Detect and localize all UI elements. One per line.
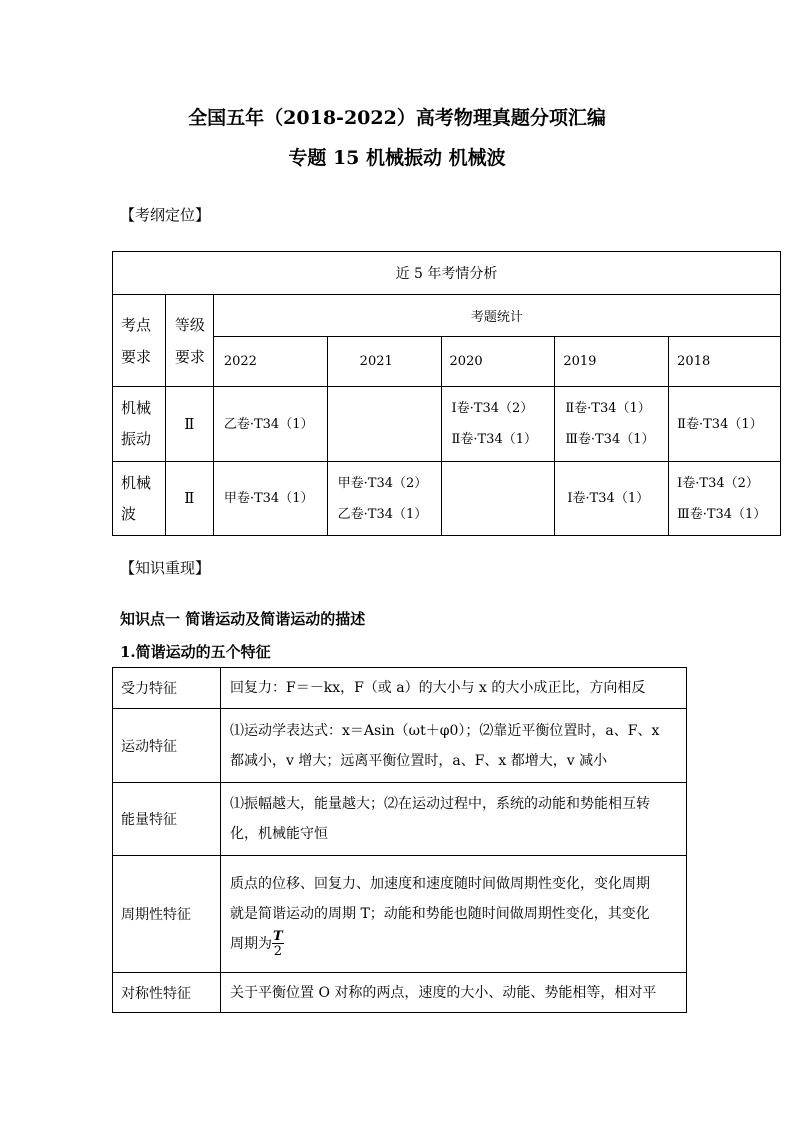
document-title: 全国五年（2018-2022）高考物理真题分项汇编 <box>188 107 606 129</box>
fraction-denominator: 2 <box>273 944 282 959</box>
exam-entry: Ⅲ卷·T34（1） <box>565 432 655 447</box>
year-header: 2020 <box>441 337 555 387</box>
exam-entry: Ⅰ卷·T34（1） <box>567 491 650 506</box>
exam-entry: Ⅰ卷·T34（2） <box>451 401 534 416</box>
feature-name: 对称性特征 <box>113 973 221 1013</box>
knowledge-point-heading: 知识点一 简谐运动及简谐运动的描述 <box>120 610 366 628</box>
table-row <box>113 387 781 462</box>
feature-desc <box>221 973 687 1013</box>
table-row <box>113 668 687 709</box>
table-title: 近 5 年考情分析 <box>113 252 781 295</box>
topic-cell <box>113 462 166 536</box>
feature-line: 质点的位移、回复力、加速度和速度随时间做周期性变化，变化周期 <box>230 876 650 892</box>
exam-entry: 乙卷·T34（1） <box>337 506 428 522</box>
exam-cell <box>555 462 669 536</box>
features-table <box>112 667 687 1013</box>
header-kaodian-line: 要求 <box>121 347 152 366</box>
exam-cell <box>327 387 441 462</box>
section-heading-gangling: 【考纲定位】 <box>120 206 211 224</box>
topic-line: 机械 <box>121 399 152 417</box>
level-cell: Ⅱ <box>165 462 213 536</box>
exam-cell <box>327 462 441 536</box>
feature-desc <box>221 709 687 783</box>
exam-analysis-table <box>112 251 781 536</box>
feature-line: 关于平衡位置 O 对称的两点，速度的大小、动能、势能相等，相对平 <box>230 984 657 1001</box>
header-stat: 考题统计 <box>213 295 780 337</box>
exam-entry: Ⅱ卷·T34（1） <box>565 401 651 416</box>
feature-name: 运动特征 <box>113 709 221 783</box>
header-dengji-line: 等级 <box>174 315 205 334</box>
exam-cell <box>441 462 555 536</box>
fraction-numerator: T <box>273 929 283 944</box>
exam-cell <box>669 387 781 462</box>
feature-line-text: 周期为 <box>230 936 272 952</box>
year-header: 2021 <box>327 337 441 387</box>
exam-entry: 甲卷·T34（2） <box>337 475 428 491</box>
feature-name: 受力特征 <box>113 668 221 709</box>
feature-line <box>230 929 676 959</box>
topic-line: 机械 <box>121 473 152 492</box>
exam-cell <box>669 462 781 536</box>
level-cell: Ⅱ <box>165 387 213 462</box>
topic-line: 波 <box>121 504 137 523</box>
feature-line: 就是简谐运动的周期 T；动能和势能也随时间做周期性变化，其变化 <box>230 906 650 922</box>
year-header: 2019 <box>555 337 669 387</box>
exam-cell <box>441 387 555 462</box>
header-dengji <box>165 295 213 387</box>
header-dengji-line: 要求 <box>174 347 205 366</box>
document-subtitle: 专题 15 机械振动 机械波 <box>288 147 506 169</box>
table-row <box>113 709 687 783</box>
table-row <box>113 462 781 536</box>
feature-line: 回复力：F＝－kx，F（或 a）的大小与 x 的大小成正比，方向相反 <box>230 680 646 696</box>
exam-cell <box>555 387 669 462</box>
feature-desc <box>221 856 687 973</box>
topic-cell <box>113 387 166 462</box>
table-row <box>113 783 687 856</box>
exam-entry: Ⅲ卷·T34（1） <box>677 506 767 522</box>
header-kaodian <box>113 295 166 387</box>
table-row <box>113 973 687 1013</box>
feature-line: 都减小，v 增大；远离平衡位置时，a、F、x 都增大，v 减小 <box>230 752 608 769</box>
year-header: 2018 <box>669 337 781 387</box>
year-header: 2022 <box>213 337 327 387</box>
feature-desc <box>221 783 687 856</box>
fraction-T-over-2 <box>272 930 284 958</box>
exam-entry: 乙卷·T34（1） <box>223 416 314 432</box>
topic-line: 振动 <box>121 430 152 448</box>
feature-desc <box>221 668 687 709</box>
feature-name: 能量特征 <box>113 783 221 856</box>
subsection-heading: 1.简谐运动的五个特征 <box>120 643 271 661</box>
header-kaodian-line: 考点 <box>121 315 152 334</box>
feature-line: ⑴运动学表达式：x＝Asin（ωt＋φ0）；⑵靠近平衡位置时，a、F、x <box>230 722 660 739</box>
exam-cell <box>213 387 327 462</box>
feature-line: 化，机械能守恒 <box>230 826 328 842</box>
exam-entry: Ⅰ卷·T34（2） <box>677 475 759 491</box>
feature-line: ⑴振幅越大，能量越大；⑵在运动过程中，系统的动能和势能相互转 <box>230 796 650 812</box>
table-row <box>113 856 687 973</box>
exam-entry: 甲卷·T34（1） <box>223 491 314 506</box>
exam-entry: Ⅱ卷·T34（1） <box>451 432 537 447</box>
exam-entry: Ⅱ卷·T34（1） <box>677 416 763 432</box>
section-heading-zhishi: 【知识重现】 <box>120 559 211 577</box>
feature-name: 周期性特征 <box>113 856 221 973</box>
exam-cell <box>213 462 327 536</box>
